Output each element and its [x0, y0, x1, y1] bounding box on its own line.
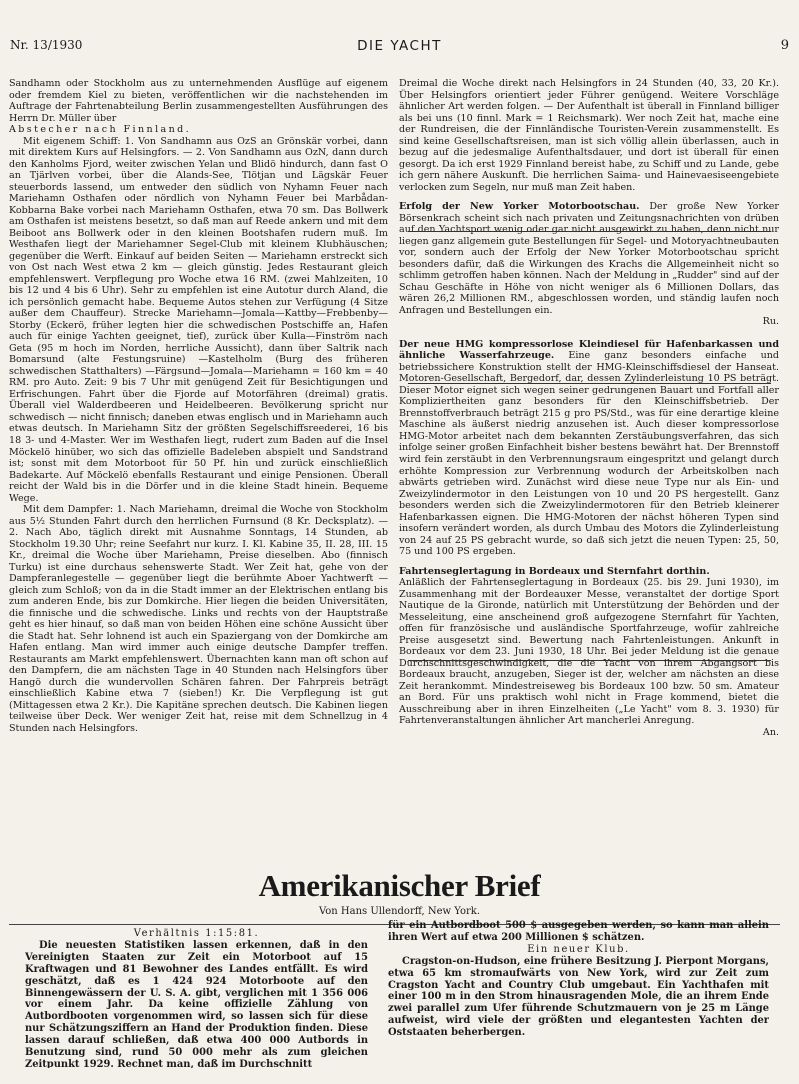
paragraph: Die neuesten Statistiken lassen erkennen, daß in den Vereinigten Staaten zur Zeit ein Motorboot auf 15 Kraftwagen und 81 Bewohner des Landes entfällt. Es wird geschätzt, daß es 1 424 924 Motorboote auf den Binnengewässern der U. S. A. gibt, verglichen mit 1 356 006 vor einem Jahr. Da keine offizielle Zählung von Autbordbooten vorgenommen wird, so lassen sich für diese nur Schätzungsziffern an Hand der Produktion finden. Diese lassen darauf schließen, daß etwa 400 000 Autbords in Benutzung sind, rund 50 000 mehr als zum gleichen Zeitpunkt 1929. Rechnet man, daß im Durchschnitt	[25, 939, 368, 1068]
article-title: Amerikanischer Brief	[258, 868, 541, 903]
article-body: Der große New Yorker Börsenkrach scheint sich nach privaten und Zeitungsnachrichten von drüben auf den Yachtsport wenig oder gar nicht ausgewirkt zu haben, denn nicht nur liegen ganz allgemein gute Bestellungen für Segel- und Motoryachtneubauten vor, sondern auch der Erfolg der New Yorker Motorbootschau spricht besonders dafür, daß die Wirkungen des Krachs die Allgemeinheit nicht so schlimm getroffen haben können. Nach der Meldung in „Rudder" sind auf der Schau Geschäfte in Höhe von nicht weniger als 6 Millionen Dollars, das wären 26,2 Millionen RM., abgeschlossen worden, und ständig laufen noch Anfragen und Bestellungen ein.	[399, 201, 779, 316]
paragraph: Sandhamn oder Stockholm aus zu unternehmenden Ausflüge auf eigenem oder fremdem Kiel zu bieten, veröffentlichen wir die nachstehenden im Auftrage der Fahrtenabteilung Berlin zusammengestellten Ausführungen des Herrn Dr. Müller über	[9, 78, 388, 124]
subheading: Ein neuer Klub.	[527, 943, 630, 955]
divider	[408, 231, 771, 232]
article-heading: Der neue HMG kompressorlose Kleindiesel für Hafenbarkassen und ähnliche Wasserfahrzeuge.	[399, 338, 779, 362]
article-byline: Von Hans Ullendorff, New York.	[318, 906, 481, 917]
section-heading: Abstecher nach Finnland.	[9, 124, 192, 136]
paragraph: Mit eigenem Schiff: 1. Von Sandhamn aus OzS an Grönskär vorbei, dann mit direktem Kurs auf Helsingfors. — 2. Von Sandhamn aus OzN, dann durch den Kanholms Fjord, weiter zwischen Yelan und Blidö hindurch, dann fast O an Tjärlven vorbei, über die Alands-See, Tlötjan und Lägskär Feuer steuerbords lassend, um entweder den südlich von Nyhamn Feuer nach Mariehamn Osthafen oder nördlich von Nyhamn Feuer bei Marbådan-Kobbarna Bake vorbei nach Mariehamn Osthafen, etwa 70 sm. Das Bollwerk am Osthafen ist meistens besetzt, so daß man auf Reede ankern und mit dem Beiboot ans Bollwerk oder in den kleinen Bootshafen rudern muß. Im Westhafen liegt der Mariehamner Segel-Club mit kleinem Klubhäuschen; gegenüber die Werft. Einkauf auf beiden Seiten — Mariehamn erstreckt sich von Ost nach West etwa 2 km — gleich günstig. Jedes Restaurant gleich empfehlenswert. Verpflegung pro Woche etwa 16 RM. (zwei Mahlzeiten, 10 bis 12 und 4 bis 6 Uhr). Sehr zu empfehlen ist eine Autotur durch Aland, die ich persönlich gemacht habe. Bequeme Autos stehen zur Verfügung (4 Sitze außer dem Chauffeur). Strecke Mariehamn—Jomala—Kattby—Frebbenby—Storby (Eckerö, früher legten hier die schwedischen Postschiffe an, Hafen auch für einige Yachten geeignet, tief), zurück über Kulla—Finström nach Geta (95 m hoch im Norden, herrliche Aussicht), dann über Saltrik nach Bomarsund (alte Festungsruine) —Kastelholm (Burg des früheren schwedischen Statthalters) —Färgsund—Jomala—Mariehamn = 160 km = 40 RM. pro Auto. Zeit: 9 bis 7 Uhr mit genügend Zeit für Besichtigungen und Erfrischungen. Fahrt über die Fjorde auf Motorfähren (dreimal) gratis. Überall viel Walderdbeeren und Heidelbeeren. Bevölkerung spricht nur schwedisch — nicht finnisch; daneben etwas englisch und in Mariehamn auch etwas deutsch. In Mariehamn Sitz der größten Segelschiffsreederei, 16 bis 18 3- und 4-Master. Wer im Westhafen liegt, rudert zum Baden auf die Insel Möckelö hinüber, wo sich das offizielle Badeleben abspielt und Sandstrand ist; sonst mit dem Motorboot für 50 Pf. hin und zurück einschließlich Badekarte. Auf Möckelö ebenfalls Restaurant und einige Pensionen. Überall reicht der Wald bis in die Dörfer und in die kleine Stadt hinein. Bequeme Wege.	[9, 135, 388, 504]
brief-left-column	[25, 928, 368, 1068]
divider	[408, 660, 771, 661]
page-header	[10, 38, 789, 56]
article-heading: Fahrtenseglertagung in Bordeaux und Sternfahrt dorthin.	[399, 565, 710, 577]
article-body: Anläßlich der Fahrtenseglertagung in Bordeaux (25. bis 29. Juni 1930), im Zusammenhang mit der Bordeauxer Messe, veranstaltet der dortige Sport Nautique de la Gironde, natürlich mit Unterstützung der Behörden und der Messeleitung, eine anscheinend groß aufgezogene Sternfahrt für Yachten, offen für französische und ausländische Sportfahrzeuge, wofür zahlreiche Preise ausgesetzt sind. Bewertung nach Fahrtenleistungen. Ankunft in Bordeaux vor dem 23. Juni 1930, 18 Uhr. Bei jeder Meldung ist die genaue Durchschnittsgeschwindigkeit, die die Yacht von ihrem Abgangsort bis Bordeaux braucht, anzugeben, Sieger ist der, welcher am nächsten an diese Zeit herankommt. Mindestreiseweg bis Bordeaux 100 bzw. 50 sm. Amateur an Bord. Für uns praktisch wohl nicht in Frage kommend, bietet die Ausschreibung aber in ihren Einzelheiten („Le Yacht" vom 8. 3. 1930) für Fahrtenveranstaltungen ähnlicher Art mancherlei Anregung.	[399, 577, 779, 727]
paragraph: Mit dem Dampfer: 1. Nach Mariehamn, dreimal die Woche von Stockholm aus 5½ Stunden Fahrt durch den herrlichen Furnsund (8 Kr. Decksplatz). — 2. Nach Abo, täglich direkt mit Ausnahme Sonntags, 14 Stunden, ab Stockholm 19.30 Uhr; reine Seefahrt nur kurz. I. Kl. Kabine 35, II. 28, III. 15 Kr., dreimal die Woche über Mariehamn, Preise dieselben. Abo (finnisch Turku) ist eine durchaus sehenswerte Stadt. Wer Zeit hat, gehe von der Dampferanlegestelle — gegenüber liegt die berühmte Aboer Yachtwerft — gleich zum Schloß; von da in die Stadt immer an der Elektrischen entlang bis zum anderen Ende, bis zur Domkirche. Hier liegen die beiden Universitäten, die finnische und die schwedische. Links und rechts von der Hauptstraße geht es hier hinauf, so daß man von beiden Höhen eine schöne Aussicht über die Stadt hat. Sehr lohnend ist auch ein Spaziergang von der Domkirche am Hafen entlang. Man wird immer auch einige deutsche Dampfer treffen. Restaurants am Markt empfehlenswert. Übernachten kann man oft schon auf den Dampfern, die am nächsten Tage in 40 Stunden nach Helsingfors über Hangö durch die wundervollen Schären fahren. Der Fahrpreis beträgt einschließlich Kabine etwa 7 (sieben!) Kr. Die Verpflegung ist gut (Mittagessen etwa 2 Kr.). Die Kapitäne sprechen deutsch. Die Kabinen liegen teilweise über Deck. Wer weniger Zeit hat, reise mit dem Schnellzug in 4 Stunden nach Helsingfors.	[9, 504, 388, 734]
journal-title: DIE YACHT	[357, 38, 442, 54]
issue-number: Nr. 13/1930	[10, 38, 83, 52]
divider	[408, 383, 771, 384]
left-column	[9, 78, 388, 852]
right-column	[399, 78, 779, 838]
brief-right-column	[388, 920, 769, 1070]
subheading: Verhältnis 1:15:81.	[133, 928, 260, 939]
paragraph: Cragston-on-Hudson, eine frühere Besitzung J. Pierpont Morgans, etwa 65 km stromaufwärts von New York, wird zur Zeit zum Cragston Yacht and Country Club umgebaut. Ein Yachthafen mit einer 100 m in den Strom hinausragenden Mole, die an ihrem Ende zwei parallel zum Ufer führende Schutzmauern von je 25 m Länge aufweist, wird viele der größten und elegantesten Yachten der Oststaaten beherbergen.	[388, 955, 769, 1039]
page-number: 9	[780, 38, 789, 53]
article-heading: Erfolg der New Yorker Motorbootschau.	[399, 201, 640, 213]
article-body: Eine ganz besonders einfache und betriebssichere Konstruktion stellt der HMG-Kleinschiffsdiesel der Hanseat. Motoren-Gesellschaft, Bergedorf, dar, dessen Zylinderleistung 10 PS beträgt. Dieser Motor eignet sich wegen seiner gedrungenen Bauart und Fortfall aller Kompliziertheiten ganz besonders für den Kleinschiffsbetrieb. Der Brennstoffverbrauch beträgt 215 g pro PS/Std., was für eine derartige kleine Maschine als äußerst niedrig anzusehen ist. Auch dieser kompressorlose HMG-Motor arbeitet nach dem bekannten Zerstäubungsverfahren, das sich infolge seiner großen Einfachheit bisher bestens bewährt hat. Der Brennstoff wird fein zerstäubt in den Verbrennungsraum eingespritzt und gelangt durch erhöhte Kompression zur Verbrennung wodurch der Arbeitskolben nach abwärts getrieben wird. Zunächst wird diese neue Type nur als Ein- und Zweizylindermotor in den Leistungen von 10 und 20 PS hergestellt. Ganz besonders werden sich die Zweizylindermotoren für den Betrieb kleinerer Hafenbarkassen eignen. Die HMG-Motoren der nächst höheren Typen sind insofern verändert worden, als durch Umbau des Motors die Zylinderleistung von 24 auf 25 PS gebracht wurde, so daß sich jetzt die neuen Typen: 25, 50, 75 und 100 PS ergeben.	[399, 350, 779, 558]
article-signature: An.	[762, 726, 779, 738]
article-signature: Ru.	[762, 316, 779, 328]
paragraph: für ein Autbordboot 500 $ ausgegeben werden, so kann man allein ihren Wert auf etwa 200 Millionen $ schätzen.	[388, 920, 769, 943]
paragraph: Dreimal die Woche direkt nach Helsingfors in 24 Stunden (40, 33, 20 Kr.). Über Helsingfors orientiert jeder Führer genügend. Weitere Vorschläge ähnlicher Art werden folgen. — Der Aufenthalt ist überall in Finnland billiger als bei uns (10 finnl. Mark = 1 Reichsmark). Wer noch Zeit hat, mache eine der Rundreisen, die der Finnländische Touristen-Verein zusammenstellt. Es sind keine Gesellschaftsreisen, man ist sich völlig allein überlassen, auch in bezug auf die jedesmalige Aufenthaltsdauer, und dort ist überall für einen gesorgt. Da ich erst 1929 Finnland bereist habe, zu Schiff und zu Lande, gebe ich gern nähere Auskunft. Die herrlichen Saima- und Hainevaesiseengebiete verlocken zum Segeln, nur muß man Zeit haben.	[399, 78, 779, 193]
